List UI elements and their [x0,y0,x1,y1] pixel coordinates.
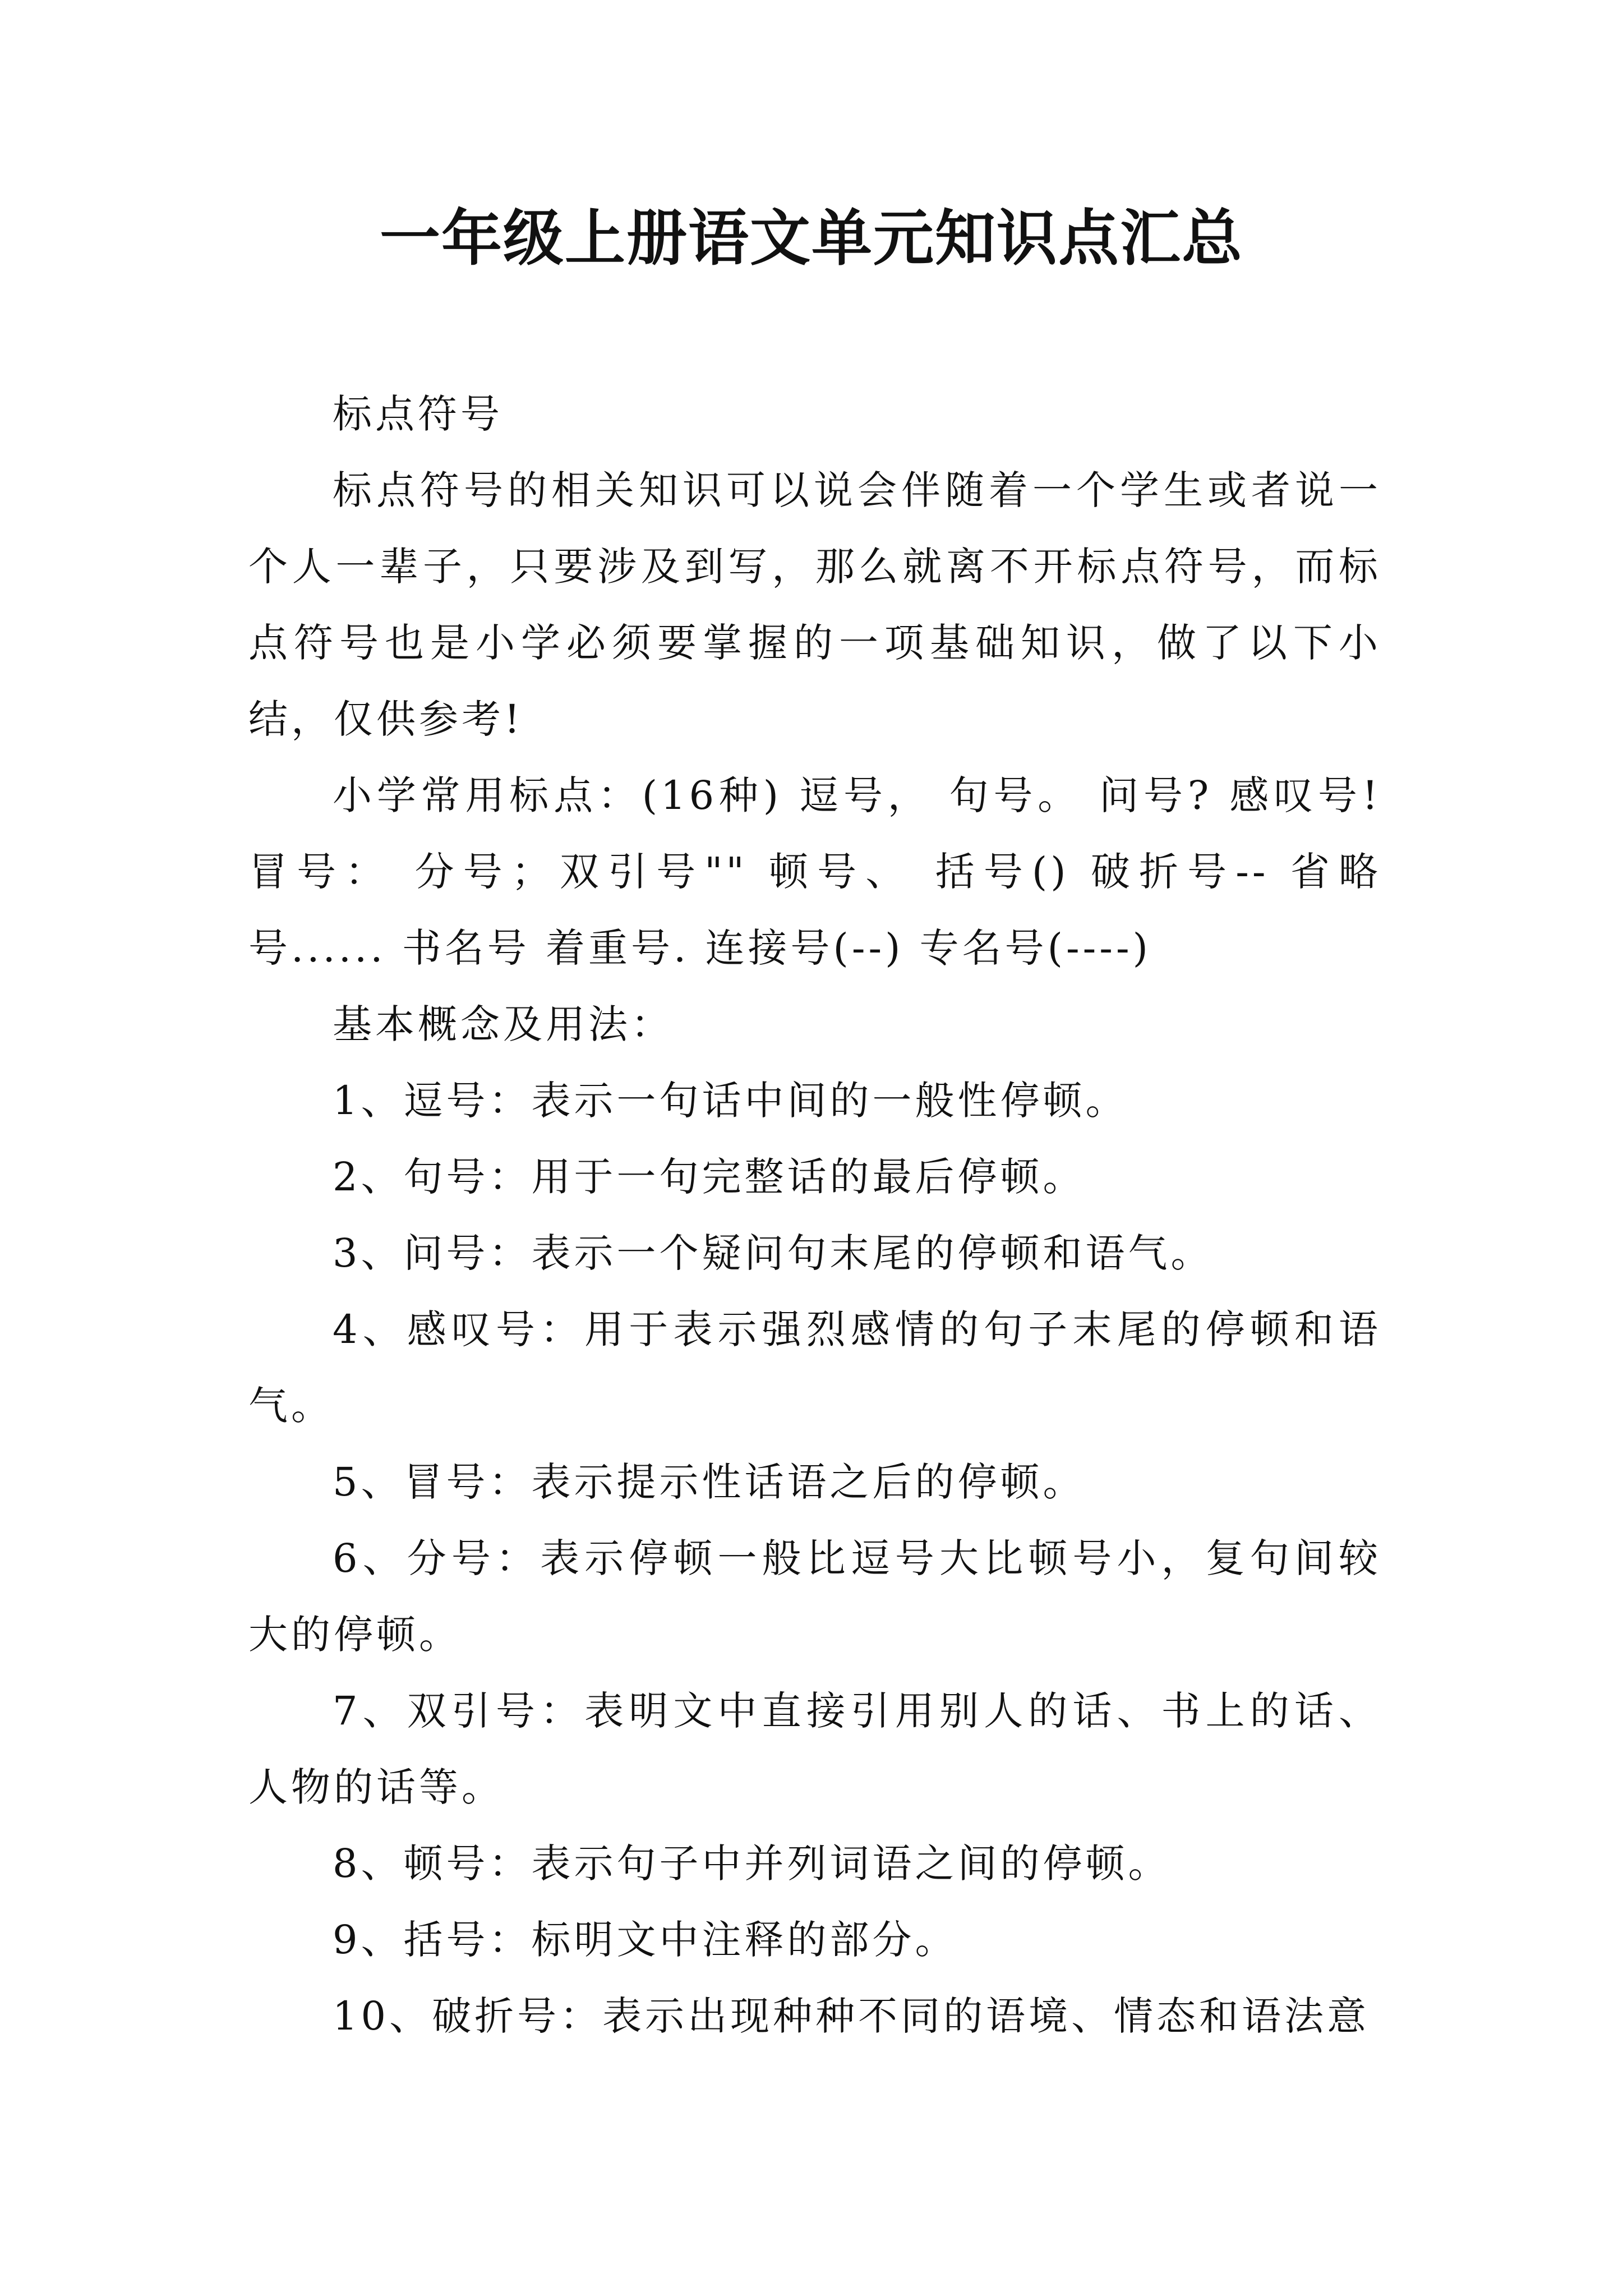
document-title: 一年级上册语文单元知识点汇总 [379,203,1243,274]
document-body [248,376,1381,2054]
list-item: 2、句号：用于一句完整话的最后停顿。 [333,1154,1086,1200]
concepts-heading: 基本概念及用法： [333,1001,674,1047]
punctuation-list-paragraph: 小学常用标点：(16种) 逗号， 句号。 问号? 感叹号! 冒号： 分号；双引号"" 顿号、 括号() 破折号-- 省略号...... 书名号 着重号. 连接号(--) 专名号(----) [248,772,1381,971]
list-item: 3、问号：表示一个疑问句末尾的停顿和语气。 [333,1230,1214,1276]
list-item: 9、括号：标明文中注释的部分。 [333,1917,958,1963]
list-item: 6、分号：表示停顿一般比逗号大比顿号小，复句间较大的停顿。 [248,1535,1381,1658]
list-item: 10、破折号：表示出现种种不同的语境、情态和语法意 [333,1993,1370,2039]
section-heading: 标点符号 [333,391,503,437]
list-item: 1、逗号：表示一句话中间的一般性停顿。 [333,1078,1128,1124]
intro-paragraph: 标点符号的相关知识可以说会伴随着一个学生或者说一个人一辈子，只要涉及到写，那么就离不开标点符号，而标点符号也是小学必须要掌握的一项基础知识，做了以下小结，仅供参考! [248,467,1381,742]
list-item: 5、冒号：表示提示性话语之后的停顿。 [333,1459,1086,1505]
list-item: 4、感叹号：用于表示强烈感情的句子末尾的停顿和语气。 [248,1306,1381,1429]
list-item: 8、顿号：表示句子中并列词语之间的停顿。 [333,1841,1171,1887]
list-item: 7、双引号：表明文中直接引用别人的话、书上的话、人物的话等。 [248,1688,1381,1810]
